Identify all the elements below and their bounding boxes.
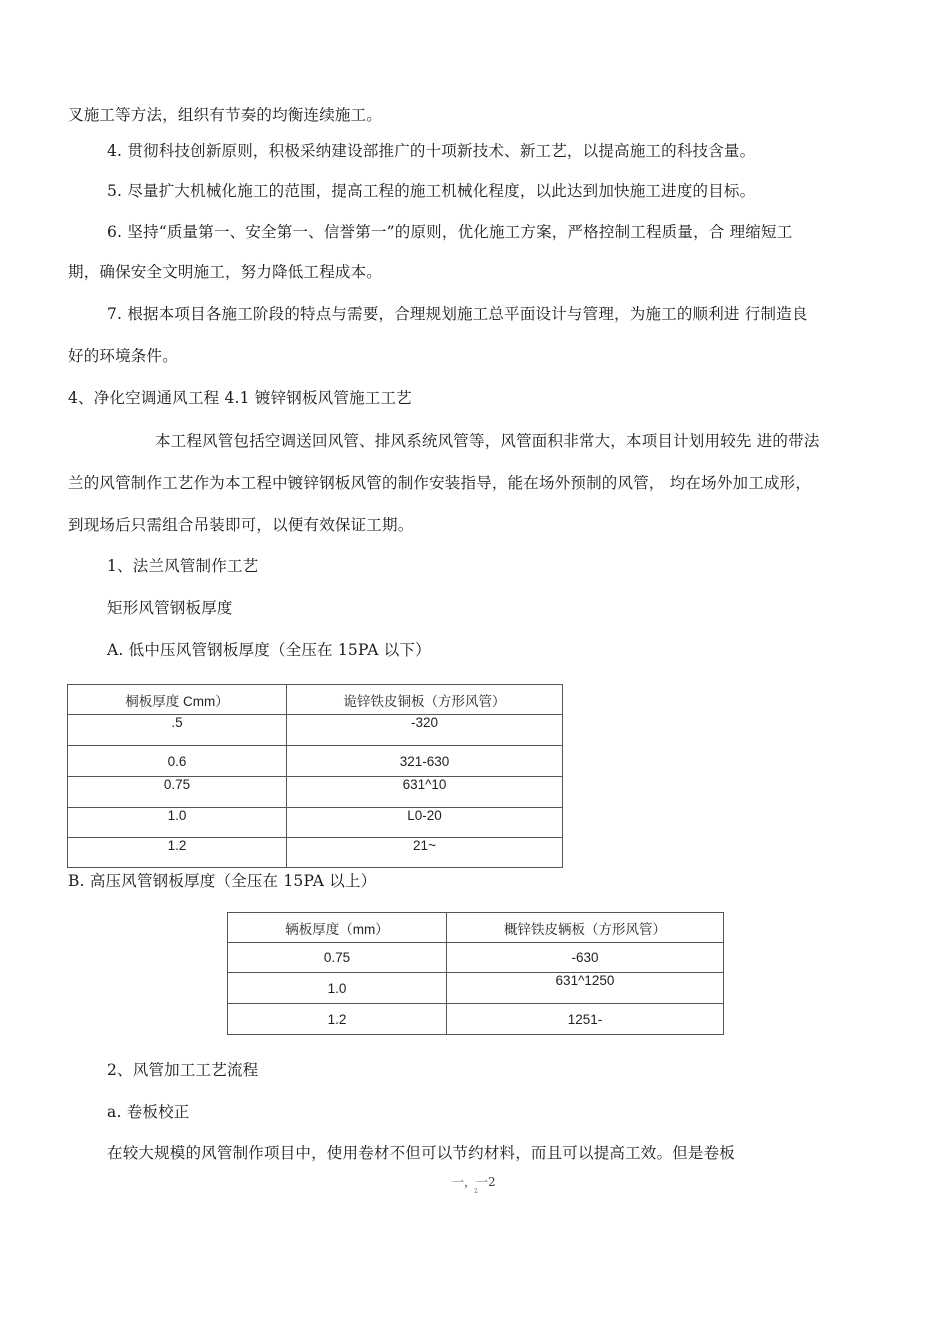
page-footer: 一，一2	[452, 1175, 496, 1189]
table-cell: 0.75	[228, 943, 447, 973]
table-cell: L0-20	[287, 808, 563, 838]
paragraph-item-5: 5. 尽量扩大机械化施工的范围，提高工程的施工机械化程度，以此达到加快施工进度的目标。	[107, 182, 756, 200]
table-cell: 1.0	[228, 973, 447, 1004]
table-header-cell: 桐板厚度 Cmm）	[68, 685, 287, 715]
paragraph-roll-correction: 在较大规模的风管制作项目中，使用卷材不但可以节约材料，而且可以提高工效。但是卷板	[107, 1144, 736, 1162]
table-header-row	[68, 685, 563, 715]
table-cell: -320	[287, 715, 563, 746]
table-cell: .5	[68, 715, 287, 746]
paragraph-item-7-line2: 好的环境条件。	[68, 347, 178, 365]
paragraph-item-7-line1: 7. 根据本项目各施工阶段的特点与需要，合理规划施工总平面设计与管理，为施工的顺利进 行制造良	[107, 305, 808, 323]
table-row	[68, 838, 563, 868]
section-heading-4: 4、净化空调通风工程 4.1 镀锌钢板风管施工工艺	[68, 389, 412, 407]
table-high-pressure	[227, 912, 724, 1035]
table-cell: 1251-	[447, 1004, 724, 1035]
subheading-a: A. 低中压风管钢板厚度（全压在 15PA 以下）	[107, 641, 431, 659]
paragraph-item-4: 4. 贯彻科技创新原则，积极采纳建设部推广的十项新技术、新工艺，以提高施工的科技含量。	[107, 142, 756, 160]
paragraph-continuation: 叉施工等方法，组织有节奏的均衡连续施工。	[68, 106, 383, 124]
table-cell: 1.2	[68, 838, 287, 868]
table-header-row	[228, 913, 724, 943]
table-cell: 631^10	[287, 777, 563, 808]
table-header-cell: 诡锌铁皮铜板（方形风管）	[287, 685, 563, 715]
subheading-b: B. 高压风管钢板厚度（全压在 15PA 以上）	[68, 872, 377, 890]
paragraph-intro-line3: 到现场后只需组合吊装即可，以便有效保证工期。	[68, 516, 414, 534]
table-cell: 21~	[287, 838, 563, 868]
table-cell: 1.2	[228, 1004, 447, 1035]
subheading-2: 2、风管加工工艺流程	[107, 1061, 259, 1079]
table-header-cell: 概锌铁皮辆板（方形风管）	[447, 913, 724, 943]
table-row	[68, 715, 563, 746]
table-row	[68, 777, 563, 808]
paragraph-item-6-line1: 6. 坚持“质量第一、安全第一、信誉第一”的原则，优化施工方案，严格控制工程质量，合 理缩短工	[107, 223, 793, 241]
table-cell: 631^1250	[447, 973, 724, 1004]
table-row	[68, 808, 563, 838]
page-footer-sub: 2	[474, 1188, 478, 1195]
subheading-1: 1、法兰风管制作工艺	[107, 557, 259, 575]
table-low-medium-pressure	[67, 684, 563, 868]
paragraph-intro-line1: 本工程风管包括空调送回风管、排风系统风管等，风管面积非常大，本项目计划用较先 进的带法	[155, 432, 820, 450]
table-cell: 321-630	[287, 746, 563, 777]
table-cell: 0.75	[68, 777, 287, 808]
table-row	[228, 973, 724, 1004]
table-header-cell: 辆板厚度（mm）	[228, 913, 447, 943]
table-cell: -630	[447, 943, 724, 973]
paragraph-intro-line2: 兰的风管制作工艺作为本工程中镀锌钢板风管的制作安装指导，能在场外预制的风管， 均在场外加工成形，	[68, 474, 812, 492]
subheading-thickness: 矩形风管钢板厚度	[107, 599, 233, 617]
table-cell: 0.6	[68, 746, 287, 777]
table-row	[68, 746, 563, 777]
table-row	[228, 1004, 724, 1035]
table-cell: 1.0	[68, 808, 287, 838]
subheading-a-roll: a. 卷板校正	[107, 1103, 190, 1121]
paragraph-item-6-line2: 期，确保安全文明施工，努力降低工程成本。	[68, 263, 383, 281]
table-row	[228, 943, 724, 973]
